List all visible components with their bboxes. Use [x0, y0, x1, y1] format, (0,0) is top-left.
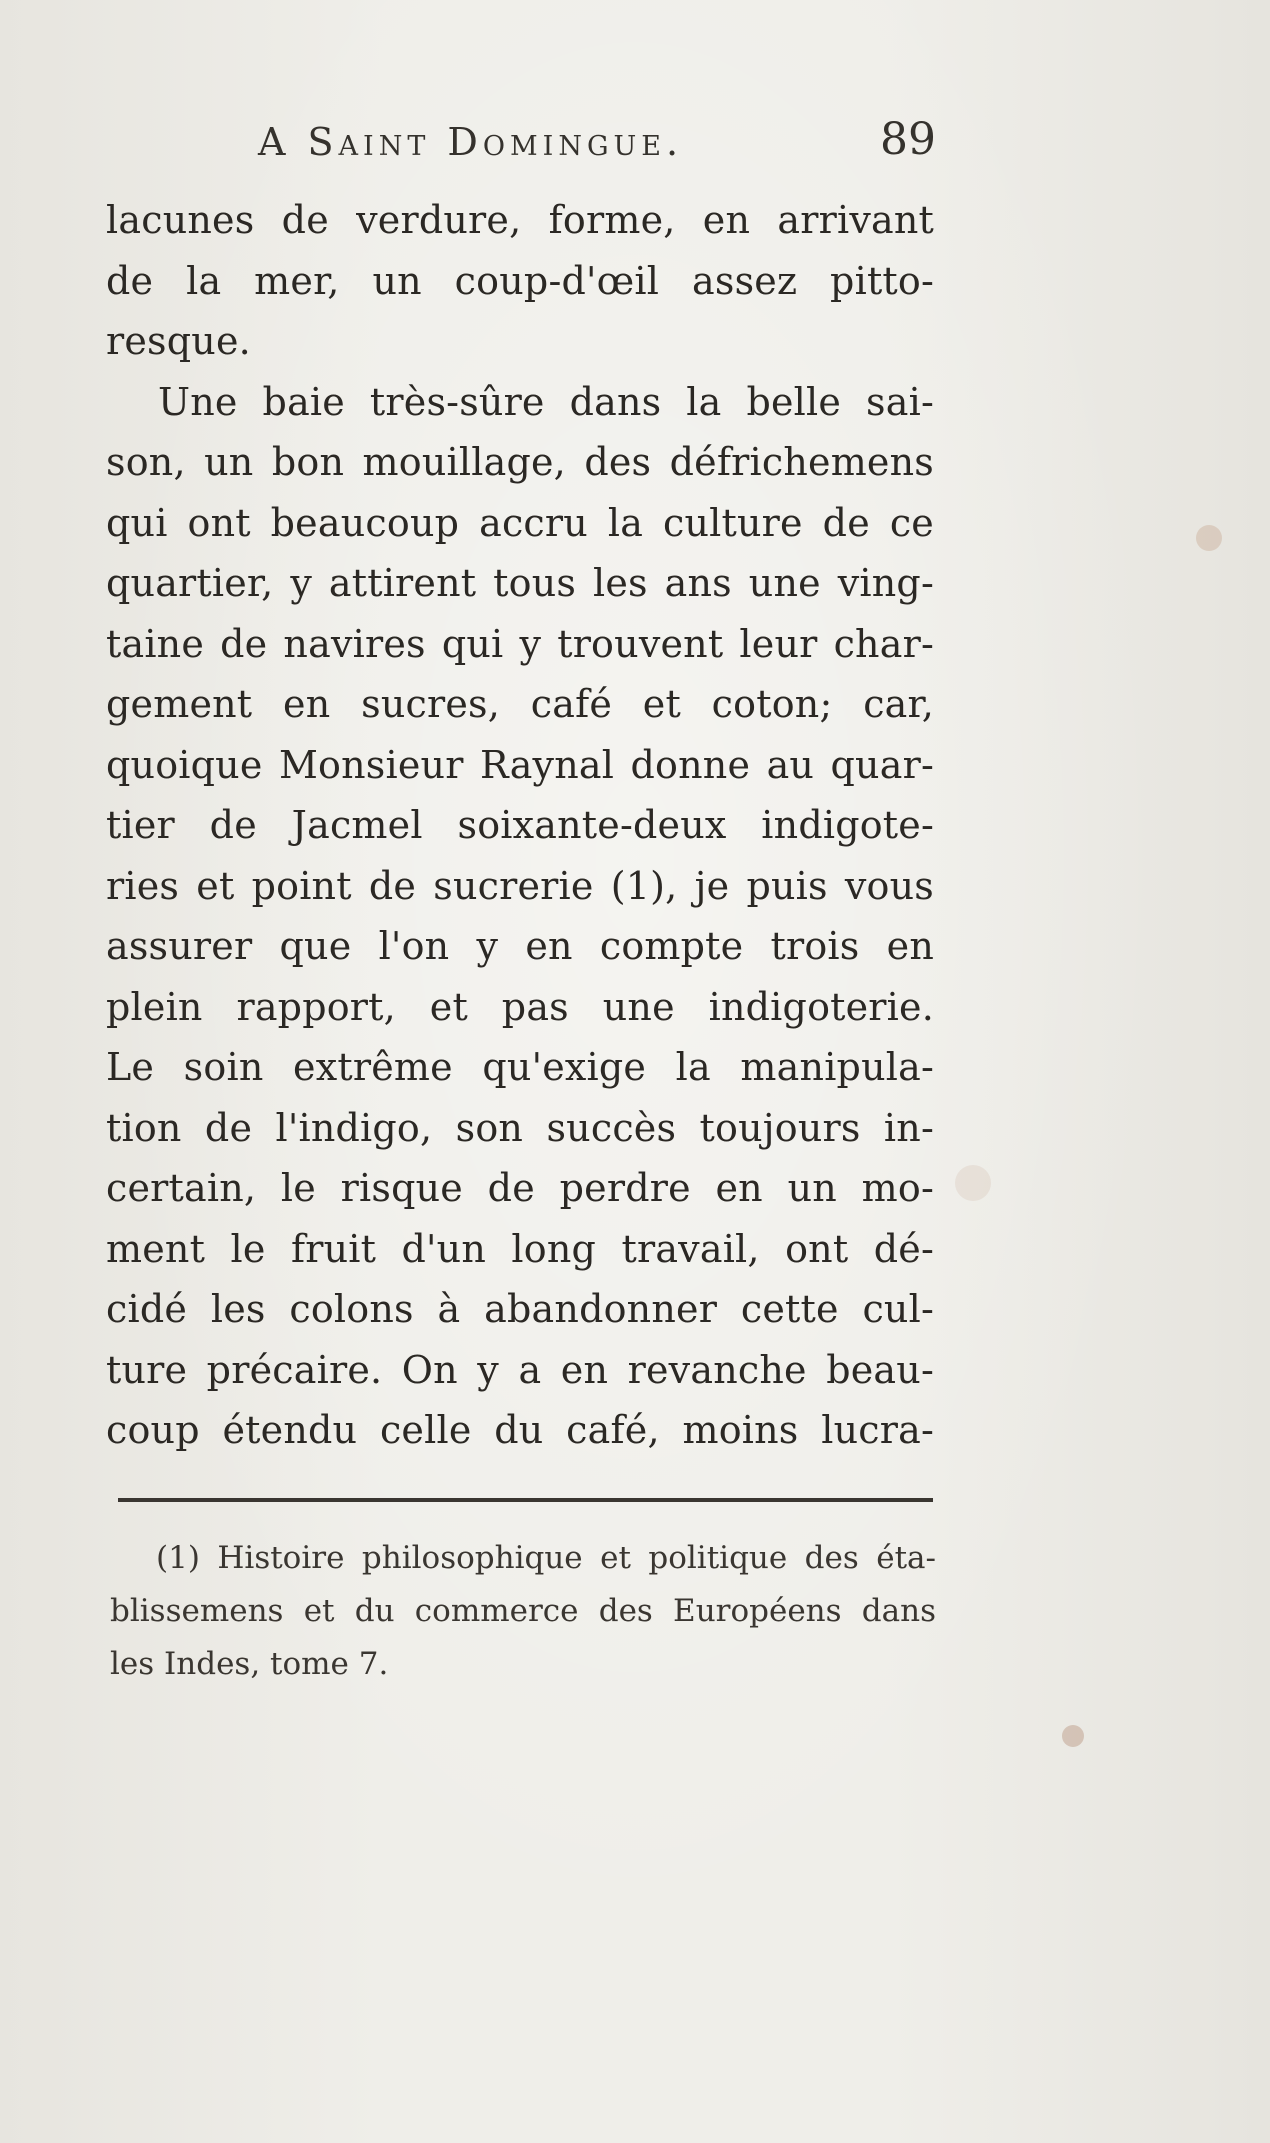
foxing-stain — [1062, 1725, 1084, 1747]
text-line: ture précaire. On y a en revanche beau- — [106, 1347, 934, 1392]
text-line: quoique Monsieur Raynal donne au quar- — [106, 742, 934, 787]
footnote — [110, 1532, 936, 1691]
body-text — [106, 190, 934, 1461]
text-line: tion de l'indigo, son succès toujours in- — [106, 1105, 934, 1150]
footnote-line: (1) Histoire philosophique et politique des éta- — [156, 1540, 936, 1576]
foxing-stain — [955, 1165, 991, 1201]
text-line: qui ont beaucoup accru la culture de ce — [106, 500, 934, 545]
text-line: de la mer, un coup-d'œil assez pitto- — [106, 258, 934, 303]
text-line: Une baie très-sûre dans la belle sai- — [158, 379, 934, 424]
text-line: tier de Jacmel soixante-deux indigote- — [106, 803, 934, 847]
footnote-line: blissemens et du commerce des Européens dans — [110, 1593, 936, 1629]
text-line: taine de navires qui y trouvent leur char- — [106, 621, 934, 666]
running-title: A Saint Domingue. — [258, 120, 684, 164]
text-line: lacunes de verdure, forme, en arrivant — [106, 198, 934, 242]
page-number: 89 — [880, 114, 936, 165]
text-line: resque. — [106, 319, 251, 363]
text-line: quartier, y attirent tous les ans une ving- — [106, 561, 934, 605]
footnote-line: les Indes, tome 7. — [110, 1646, 389, 1682]
text-line: plein rapport, et pas une indigoterie. — [106, 984, 934, 1029]
text-line: coup étendu celle du café, moins lucra- — [106, 1408, 934, 1452]
text-line: gement en sucres, café et coton; car, — [106, 682, 934, 726]
text-line: ries et point de sucrerie (1), je puis vous — [106, 863, 934, 908]
foxing-stain — [1196, 525, 1222, 551]
text-line: certain, le risque de perdre en un mo- — [106, 1166, 934, 1210]
text-line: Le soin extrême qu'exige la manipula- — [106, 1045, 934, 1089]
footnote-rule — [118, 1498, 933, 1502]
text-line: son, un bon mouillage, des défrichemens — [106, 440, 934, 484]
text-line: cidé les colons à abandonner cette cul- — [106, 1287, 934, 1331]
text-line: assurer que l'on y en compte trois en — [106, 924, 934, 968]
text-line: ment le fruit d'un long travail, ont dé- — [106, 1226, 934, 1271]
page-header — [108, 114, 970, 180]
